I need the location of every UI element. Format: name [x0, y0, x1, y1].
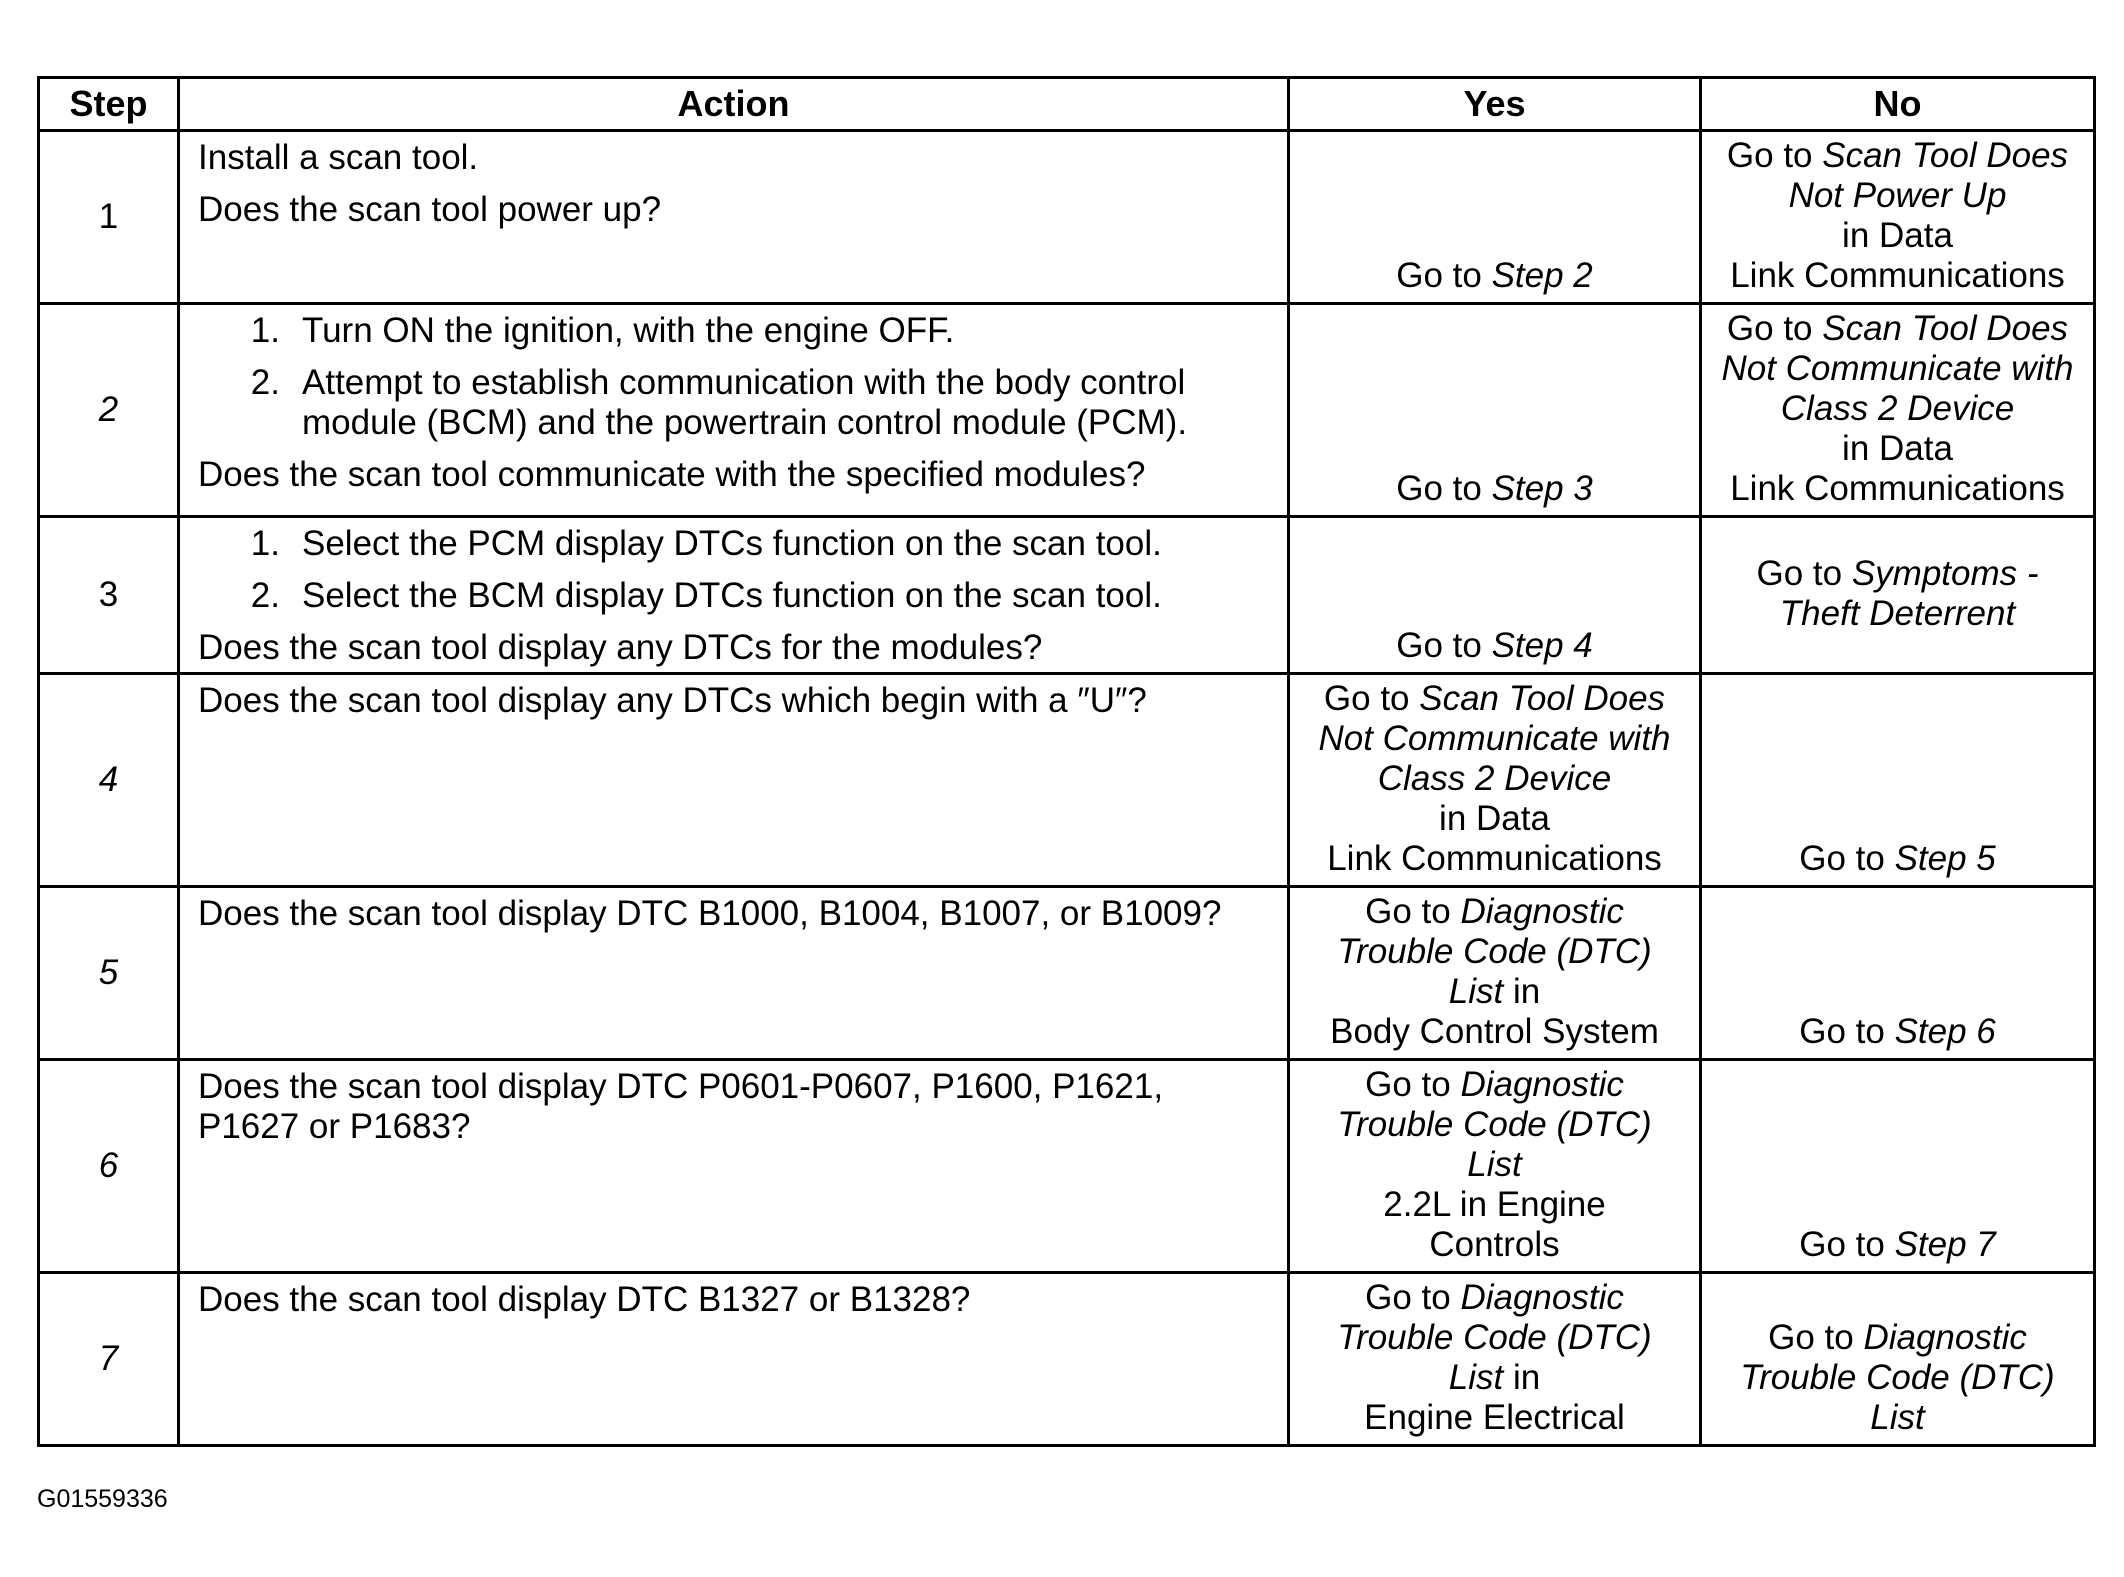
yes-result-cell	[1289, 1060, 1701, 1273]
item-number: 2.	[250, 363, 280, 402]
yes-result-line	[1296, 1278, 1693, 1318]
yes-result-cell	[1289, 131, 1701, 304]
action-numbered-item	[198, 524, 1273, 564]
table-row	[39, 517, 2095, 674]
yes-result-cell	[1289, 1273, 1701, 1446]
action-numbered-item	[198, 363, 1273, 443]
step-number: 1	[39, 131, 179, 304]
diagnostic-table	[37, 76, 2096, 1447]
result-text: in Data	[1842, 429, 1953, 468]
result-text: Go to	[1726, 309, 1823, 348]
no-result-line	[1708, 1012, 2087, 1052]
result-text: Go to	[1799, 1225, 1895, 1264]
item-text: Attempt to establish communication with the body control module (BCM) and the powertrain control module (PCM).	[302, 363, 1188, 442]
step-number: 7	[39, 1273, 179, 1446]
reference-link-text: Step 7	[1894, 1225, 1996, 1264]
result-text: in	[1503, 1358, 1541, 1397]
item-number: 2.	[250, 576, 280, 615]
table-row	[39, 887, 2095, 1060]
result-text: Go to	[1396, 626, 1492, 665]
table-row	[39, 1060, 2095, 1273]
no-result-line	[1708, 1318, 2087, 1358]
yes-result-line	[1296, 799, 1693, 839]
step-number: 4	[39, 674, 179, 887]
action-numbered-item	[198, 311, 1273, 351]
reference-link-text: Class 2 Device	[1780, 389, 2015, 428]
result-text: in Data	[1842, 216, 1953, 255]
no-result-cell	[1701, 1273, 2095, 1446]
result-text: 2.2L in Engine	[1383, 1185, 1606, 1224]
yes-result-cell	[1289, 887, 1701, 1060]
yes-result-line	[1296, 679, 1693, 719]
no-result-cell	[1701, 517, 2095, 674]
no-result-line	[1708, 389, 2087, 429]
reference-link-text: Step 6	[1894, 1012, 1996, 1051]
item-number: 1.	[250, 524, 280, 563]
action-cell	[179, 1273, 1289, 1446]
yes-result-cell	[1289, 517, 1701, 674]
no-result-line	[1708, 349, 2087, 389]
action-numbered-item	[198, 576, 1273, 616]
action-text: Does the scan tool display DTC B1327 or B1328?	[198, 1280, 971, 1319]
result-text: Go to	[1396, 469, 1492, 508]
no-result-cell	[1701, 887, 2095, 1060]
table-body	[39, 131, 2095, 1446]
no-result-cell	[1701, 674, 2095, 887]
reference-link-text: Scan Tool Does	[1419, 679, 1666, 718]
no-result-line	[1708, 136, 2087, 176]
action-cell	[179, 1060, 1289, 1273]
no-result-line	[1708, 256, 2087, 296]
no-result-line	[1708, 176, 2087, 216]
reference-link-text: Step 5	[1894, 839, 1996, 878]
reference-link-text: Trouble Code (DTC)	[1740, 1358, 2055, 1397]
reference-link-text: Trouble Code (DTC)	[1337, 1318, 1652, 1357]
yes-result-cell	[1289, 304, 1701, 517]
action-cell	[179, 887, 1289, 1060]
yes-result-line	[1296, 469, 1693, 509]
no-result-cell	[1701, 304, 2095, 517]
no-result-cell	[1701, 1060, 2095, 1273]
item-text: Select the BCM display DTCs function on the scan tool.	[302, 576, 1162, 615]
yes-result-line	[1296, 1065, 1693, 1105]
result-text: Go to	[1365, 1065, 1461, 1104]
reference-link-text: List	[1448, 1358, 1504, 1397]
result-text: Controls	[1429, 1225, 1560, 1264]
table-row	[39, 1273, 2095, 1446]
yes-result-line	[1296, 1145, 1693, 1185]
yes-result-line	[1296, 892, 1693, 932]
reference-link-text: Not Communicate with	[1318, 719, 1671, 758]
result-text: Body Control System	[1330, 1012, 1659, 1051]
reference-link-text: Class 2 Device	[1377, 759, 1612, 798]
reference-link-text: Diagnostic	[1863, 1318, 2027, 1357]
step-number: 3	[39, 517, 179, 674]
no-result-line	[1708, 554, 2087, 594]
item-text: Select the PCM display DTCs function on the scan tool.	[302, 524, 1162, 563]
action-cell	[179, 131, 1289, 304]
reference-link-text: Trouble Code (DTC)	[1337, 932, 1652, 971]
reference-link-text: Scan Tool Does	[1822, 309, 2069, 348]
yes-result-line	[1296, 972, 1693, 1012]
reference-link-text: Not Communicate with	[1721, 349, 2074, 388]
reference-link-text: Not Power Up	[1788, 176, 2007, 215]
header-no: No	[1701, 78, 2095, 131]
yes-result-line	[1296, 1318, 1693, 1358]
no-result-line	[1708, 839, 2087, 879]
yes-result-line	[1296, 1398, 1693, 1438]
result-text: Engine Electrical	[1364, 1398, 1625, 1437]
reference-link-text: Diagnostic	[1460, 1065, 1624, 1104]
reference-link-text: Theft Deterrent	[1779, 594, 2016, 633]
action-text: Does the scan tool display DTC B1000, B1004, B1007, or B1009?	[198, 894, 1222, 933]
yes-result-line	[1296, 1105, 1693, 1145]
yes-result-line	[1296, 256, 1693, 296]
reference-link-text: List	[1870, 1398, 1925, 1437]
result-text: Go to	[1396, 256, 1492, 295]
result-text: Go to	[1726, 136, 1823, 175]
yes-result-cell	[1289, 674, 1701, 887]
header-yes: Yes	[1289, 78, 1701, 131]
action-text: Does the scan tool display DTC P0601-P0607, P1600, P1621, P1627 or P1683?	[198, 1067, 1164, 1146]
yes-result-line	[1296, 1012, 1693, 1052]
action-text: Install a scan tool.	[198, 138, 479, 177]
header-step: Step	[39, 78, 179, 131]
yes-result-line	[1296, 1185, 1693, 1225]
table-row	[39, 674, 2095, 887]
reference-link-text: Diagnostic	[1460, 892, 1624, 931]
action-cell	[179, 304, 1289, 517]
no-result-line	[1708, 1358, 2087, 1398]
result-text: Go to	[1799, 839, 1895, 878]
no-result-line	[1708, 1225, 2087, 1265]
no-result-line	[1708, 594, 2087, 634]
result-text: Go to	[1799, 1012, 1895, 1051]
yes-result-line	[1296, 932, 1693, 972]
no-result-line	[1708, 216, 2087, 256]
result-text: Go to	[1365, 1278, 1461, 1317]
no-result-line	[1708, 429, 2087, 469]
table-row	[39, 131, 2095, 304]
result-text: Go to	[1756, 554, 1852, 593]
graphic-id: G01559336	[37, 1485, 168, 1513]
no-result-line	[1708, 469, 2087, 509]
step-number: 6	[39, 1060, 179, 1273]
item-text: Turn ON the ignition, with the engine OFF.	[302, 311, 955, 350]
yes-result-line	[1296, 1225, 1693, 1265]
action-text: Does the scan tool communicate with the specified modules?	[198, 455, 1146, 494]
result-text: Go to	[1768, 1318, 1864, 1357]
no-result-line	[1708, 309, 2087, 349]
reference-link-text: Step 4	[1491, 626, 1593, 665]
table-row	[39, 304, 2095, 517]
reference-link-text: List	[1448, 972, 1504, 1011]
no-result-cell	[1701, 131, 2095, 304]
reference-link-text: Step 2	[1491, 256, 1593, 295]
yes-result-line	[1296, 1358, 1693, 1398]
result-text: Link Communications	[1327, 839, 1662, 878]
reference-link-text: Diagnostic	[1460, 1278, 1624, 1317]
result-text: Go to	[1323, 679, 1420, 718]
header-action: Action	[179, 78, 1289, 131]
step-number: 5	[39, 887, 179, 1060]
item-number: 1.	[250, 311, 280, 350]
reference-link-text: Scan Tool Does	[1822, 136, 2069, 175]
action-text: Does the scan tool display any DTCs which begin with a ″U″?	[198, 681, 1147, 720]
result-text: Link Communications	[1730, 256, 2065, 295]
no-result-line	[1708, 1398, 2087, 1438]
table-header-row	[39, 78, 2095, 131]
result-text: Go to	[1365, 892, 1461, 931]
action-cell	[179, 674, 1289, 887]
yes-result-line	[1296, 626, 1693, 666]
reference-link-text: Trouble Code (DTC)	[1337, 1105, 1652, 1144]
reference-link-text: Symptoms -	[1851, 554, 2039, 593]
result-text: in Data	[1439, 799, 1550, 838]
result-text: in	[1503, 972, 1541, 1011]
reference-link-text: List	[1467, 1145, 1522, 1184]
action-cell	[179, 517, 1289, 674]
yes-result-line	[1296, 719, 1693, 759]
action-text: Does the scan tool display any DTCs for the modules?	[198, 628, 1043, 667]
result-text: Link Communications	[1730, 469, 2065, 508]
yes-result-line	[1296, 839, 1693, 879]
reference-link-text: Step 3	[1491, 469, 1593, 508]
step-number: 2	[39, 304, 179, 517]
yes-result-line	[1296, 759, 1693, 799]
action-text: Does the scan tool power up?	[198, 190, 662, 229]
